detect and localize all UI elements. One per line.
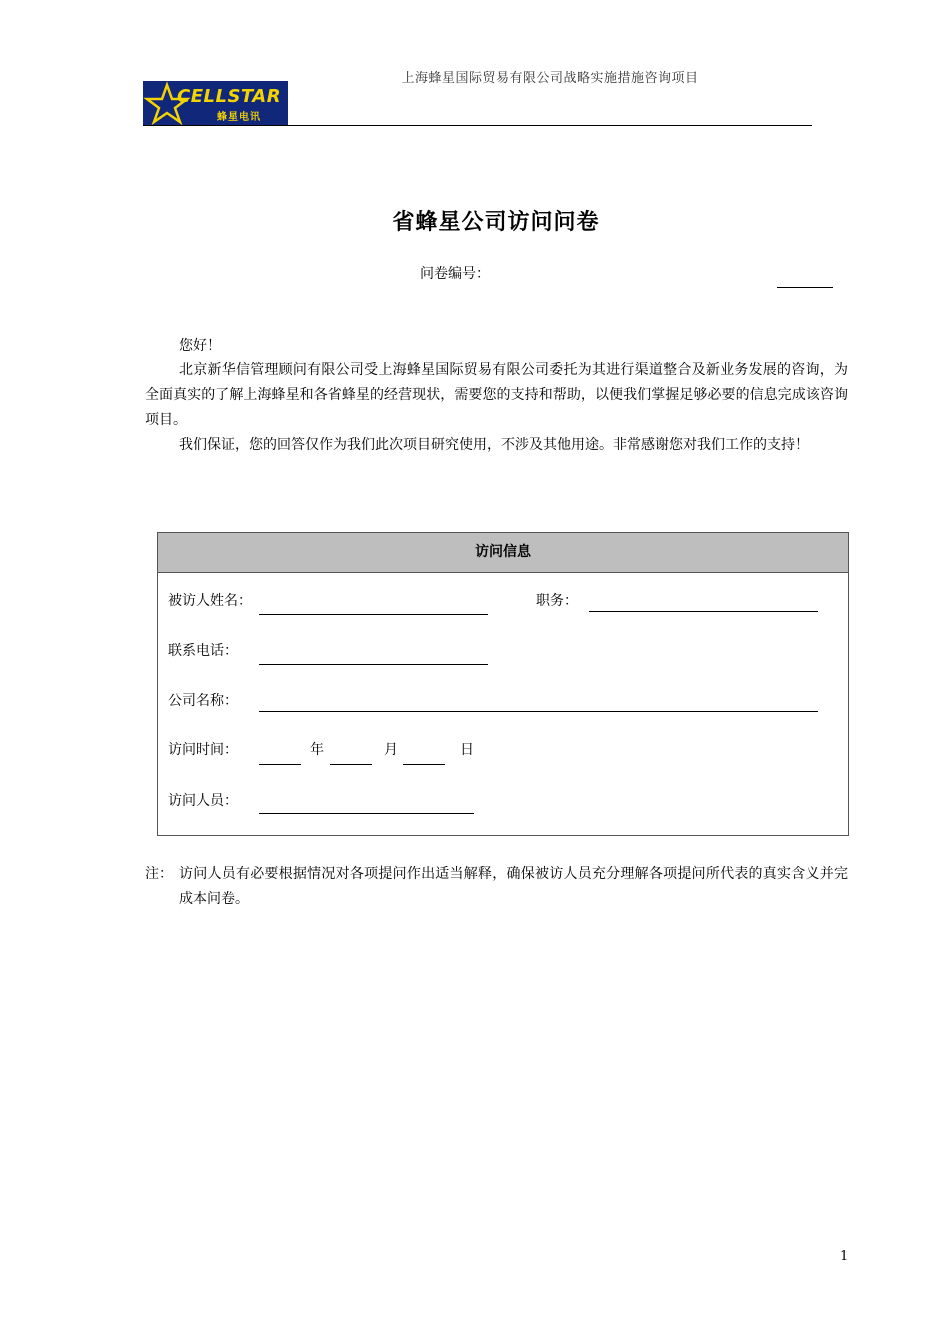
document-title: 省蜂星公司访问问卷 bbox=[392, 210, 600, 235]
running-header: 上海蜂星国际贸易有限公司战略实施措施咨询项目 bbox=[401, 71, 699, 86]
interview-info-box bbox=[157, 532, 849, 836]
logo-brand-text: CELLSTAR bbox=[177, 86, 282, 107]
interviewee-name-label: 被访人姓名： bbox=[168, 593, 252, 609]
month-label: 月 bbox=[384, 742, 398, 758]
position-field[interactable] bbox=[589, 611, 818, 612]
note-text: 访问人员有必要根据情况对各项提问作出适当解释，确保被访人员充分理解各项提问所代表的真实含义并完成本问卷。 bbox=[179, 866, 848, 907]
interviewee-name-field[interactable] bbox=[259, 614, 488, 615]
greeting: 您好！ bbox=[179, 338, 221, 354]
interviewer-field[interactable] bbox=[259, 813, 474, 814]
info-box-heading: 访问信息 bbox=[158, 533, 848, 573]
interviewer-label: 访问人员： bbox=[168, 793, 238, 809]
header-rule bbox=[143, 125, 812, 126]
logo-subtitle: 蜂星电讯 bbox=[217, 112, 261, 123]
questionnaire-number-label: 问卷编号： bbox=[420, 266, 490, 282]
year-label: 年 bbox=[310, 742, 324, 758]
day-label: 日 bbox=[460, 742, 474, 758]
questionnaire-number-field[interactable] bbox=[777, 287, 833, 288]
page-number: 1 bbox=[840, 1249, 849, 1264]
position-label: 职务： bbox=[536, 593, 578, 609]
company-label: 公司名称： bbox=[168, 693, 238, 709]
company-field[interactable] bbox=[259, 711, 818, 712]
intro-paragraph: 北京新华信管理顾问有限公司受上海蜂星国际贸易有限公司委托为其进行渠道整合及新业务发展的咨询，为全面真实的了解上海蜂星和各省蜂星的经营现状，需要您的支持和帮助，以便我们掌握足够必要的信息完成该咨询项目。 bbox=[145, 362, 848, 428]
assurance-paragraph: 我们保证，您的回答仅作为我们此次项目研究使用，不涉及其他用途。非常感谢您对我们工作的支持！ bbox=[179, 437, 809, 453]
visit-time-label: 访问时间： bbox=[168, 742, 238, 758]
visit-day-field[interactable] bbox=[403, 764, 445, 765]
visit-year-field[interactable] bbox=[259, 764, 301, 765]
phone-label: 联系电话： bbox=[168, 643, 238, 659]
visit-month-field[interactable] bbox=[330, 764, 372, 765]
note-label: 注： bbox=[145, 866, 173, 882]
cellstar-logo bbox=[143, 81, 288, 125]
phone-field[interactable] bbox=[259, 664, 488, 665]
